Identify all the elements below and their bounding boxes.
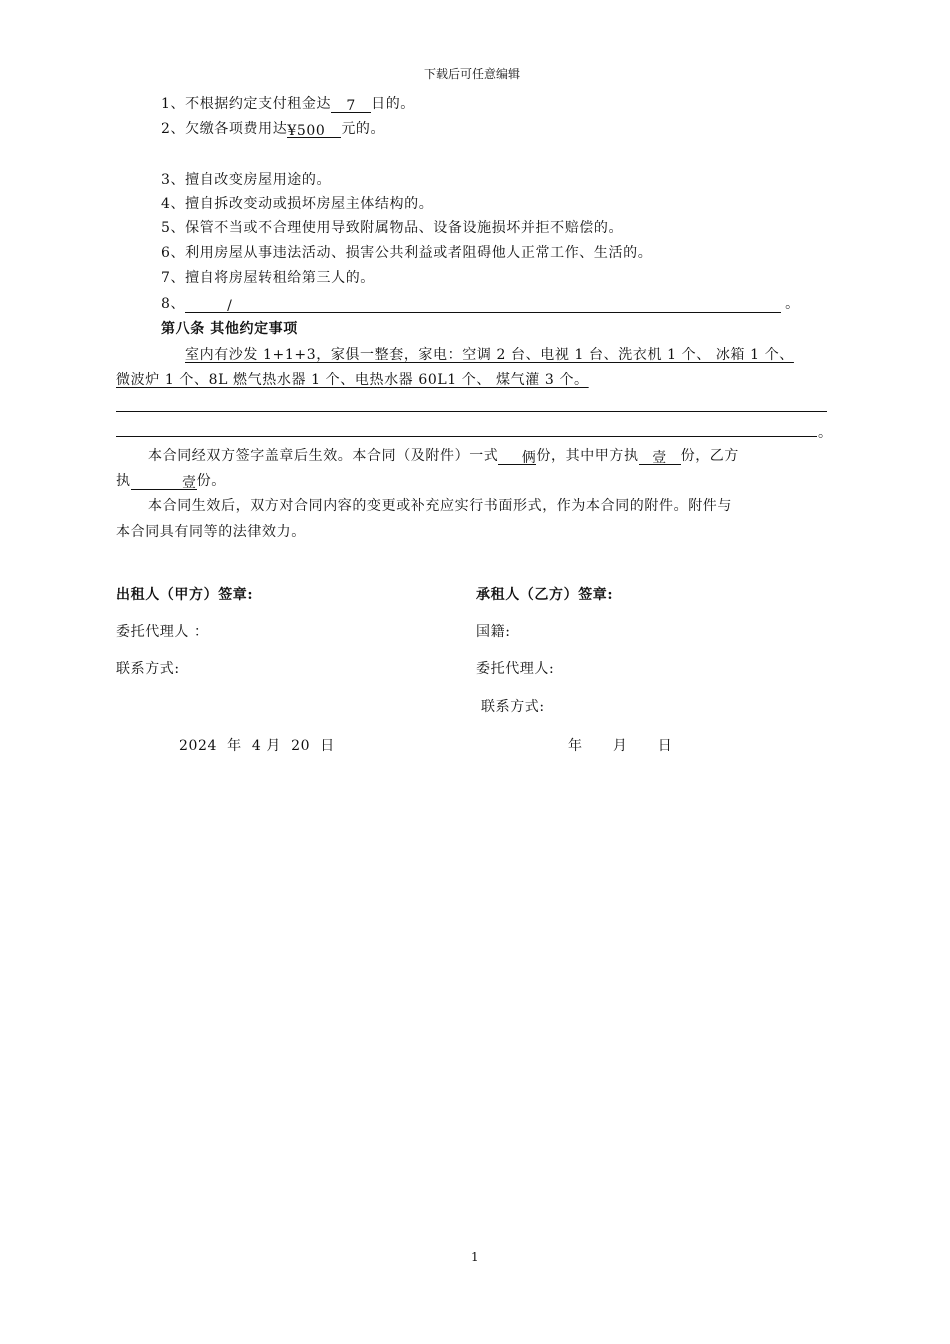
effect-text-5: 份。: [196, 473, 226, 489]
blank-line-2: [116, 436, 817, 437]
rent-overdue-days: 7: [331, 97, 371, 113]
item-5: 5、保管不当或不合理使用导致附属物品、设备设施损坏并拒不赔偿的。: [161, 220, 624, 236]
item-2: [161, 120, 385, 138]
fee-overdue-amount: ¥500: [287, 122, 341, 138]
item-8-blank: [185, 297, 781, 313]
item-2-prefix: 2、欠缴各项费用达: [161, 121, 288, 137]
article-8-title: 第八条 其他约定事项: [161, 321, 298, 337]
amendment-paragraph-line-1: 本合同生效后，双方对合同内容的变更或补充应实行书面形式，作为本合同的附件。附件与: [148, 498, 732, 514]
blank-line-1: [116, 411, 827, 412]
lessee-nationality-label: 国籍:: [476, 624, 511, 640]
effect-text-1: 本合同经双方签字盖章后生效。本合同（及附件）一式: [148, 448, 499, 464]
item-1-suffix: 日的。: [371, 96, 415, 112]
amendment-paragraph-line-2: 本合同具有同等的法律效力。: [116, 524, 306, 540]
effect-text-3: 份，乙方: [680, 448, 740, 464]
lessor-signature-title: 出租人（甲方）签章:: [116, 587, 254, 603]
page-header: 下载后可任意编辑: [424, 67, 521, 81]
effect-paragraph-line-1: [148, 447, 739, 465]
lessor-sign-date: 2024 年 4 月 20 日: [179, 738, 335, 754]
party-b-copies: 壹: [131, 474, 197, 490]
item-8-value: /: [227, 298, 233, 314]
article-8-end-mark: 。: [818, 425, 833, 441]
article-8-line-1: 室内有沙发 1+1+3，家俱一整套，家电：空调 2 台、电视 1 台、洗衣机 1 个、 冰箱 1 个、: [185, 347, 794, 363]
item-8: [161, 295, 800, 313]
item-1: [161, 95, 415, 113]
effect-text-4: 执: [116, 473, 131, 489]
item-4: 4、擅自拆改变动或损坏房屋主体结构的。: [161, 196, 434, 212]
item-8-prefix: 8、: [161, 296, 186, 312]
item-8-suffix: 。: [785, 296, 800, 312]
lessee-agent-label: 委托代理人:: [476, 661, 555, 677]
lessee-contact-label: 联系方式:: [481, 699, 545, 715]
lessee-signature-title: 承租人（乙方）签章:: [476, 587, 614, 603]
effect-paragraph-line-2: [116, 472, 226, 490]
page-number: 1: [471, 1250, 479, 1264]
effect-text-2: 份，其中甲方执: [536, 448, 639, 464]
item-1-prefix: 1、不根据约定支付租金达: [161, 96, 332, 112]
party-a-copies: 壹: [639, 449, 681, 465]
lessee-sign-date: 年 月 日: [568, 738, 673, 754]
item-3: 3、擅自改变房屋用途的。: [161, 172, 332, 188]
article-8-line-2: 微波炉 1 个、8L 燃气热水器 1 个、电热水器 60L1 个、 煤气灌 3 个。: [116, 372, 589, 388]
lessor-contact-label: 联系方式:: [116, 661, 180, 677]
item-6: 6、利用房屋从事违法活动、损害公共利益或者阻碍他人正常工作、生活的。: [161, 245, 653, 261]
lessor-agent-label: 委托代理人 ：: [116, 624, 209, 640]
item-7: 7、擅自将房屋转租给第三人的。: [161, 270, 375, 286]
total-copies: 俩: [498, 449, 536, 465]
item-2-suffix: 元的。: [341, 121, 386, 137]
